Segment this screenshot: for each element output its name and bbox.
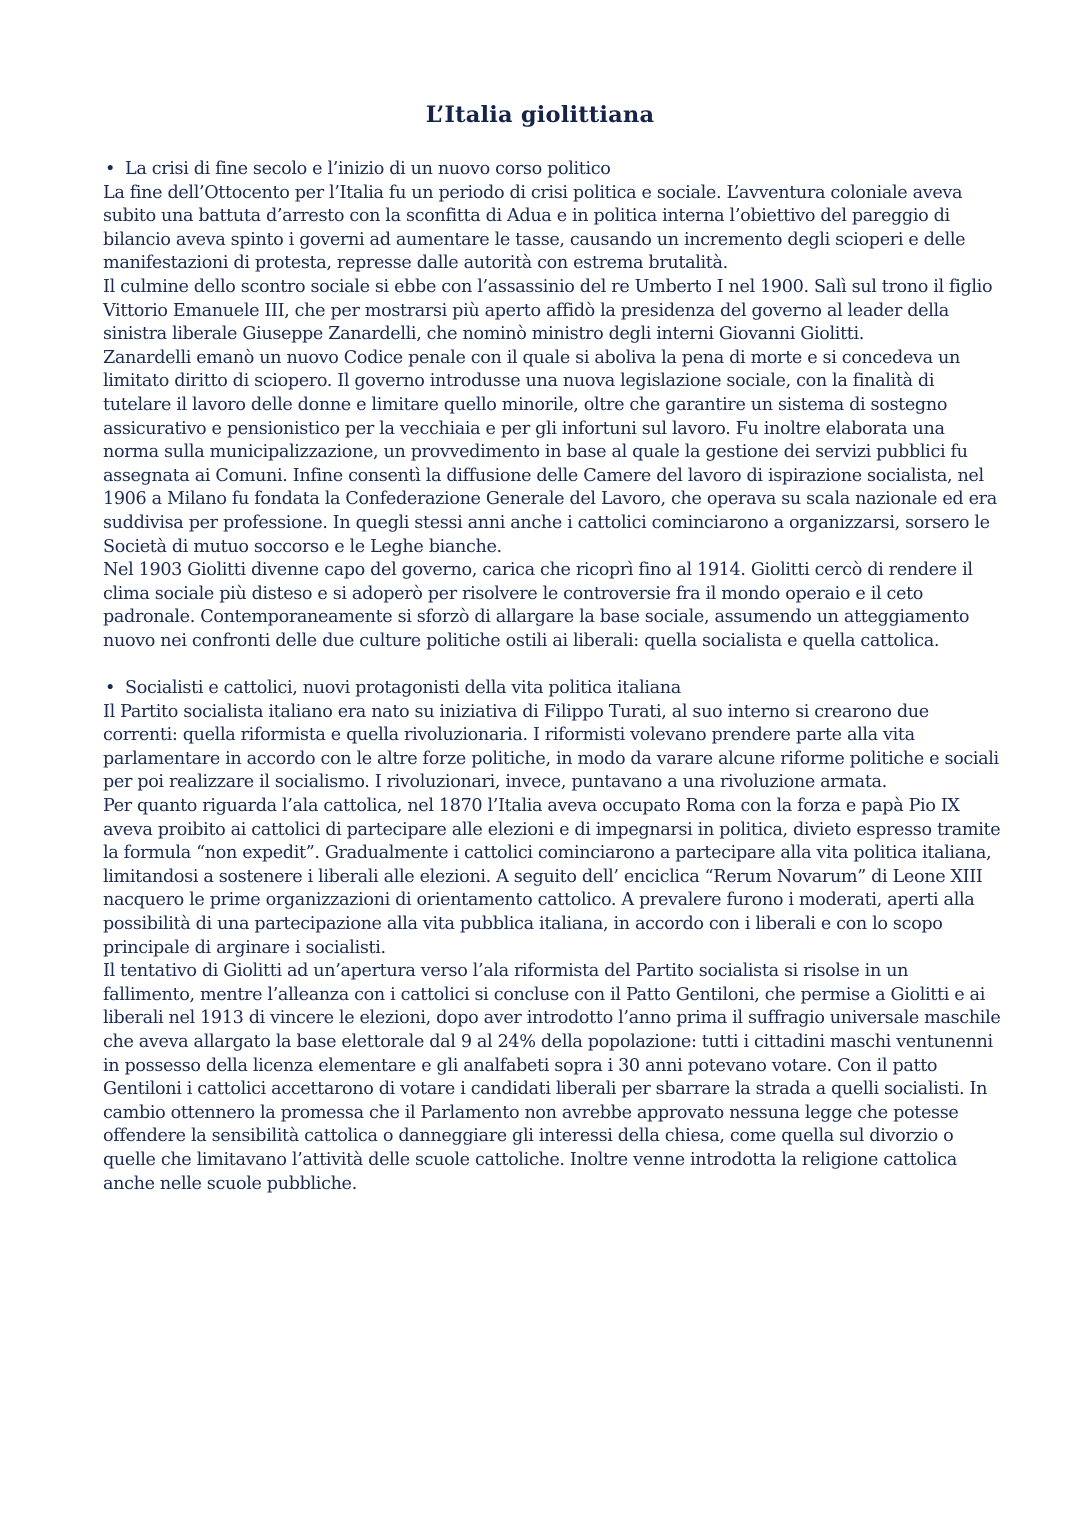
paragraph: Il Partito socialista italiano era nato su iniziativa di Filippo Turati, al suo interno si crearono due correnti: quella riformista e quella rivoluzionaria. I riformisti volevano prendere parte alla vita parlamentare in accordo con le altre forze politiche, in modo da varare alcune riforme politiche e sociali per poi realizzare il socialismo. I rivoluzionari, invece, puntavano a una rivoluzione armata. <box>103 701 999 793</box>
paragraph: Nel 1903 Giolitti divenne capo del governo, carica che ricoprì fino al 1914. Giolitti cercò di rendere il clima sociale più disteso e si adoperò per risolvere le controversie fra il mondo operaio e il ceto padronale. Contemporaneamente si sforzò di allargare la base sociale, assumendo un atteggiamento nuovo nei confronti delle due culture politiche ostili ai liberali: quella socialista e quella cattolica. <box>103 560 973 651</box>
paragraph: Il culmine dello scontro sociale si ebbe con l’assassinio del re Umberto I nel 1900. Salì sul trono il figlio Vittorio Emanuele III, che per mostrarsi più aperto affidò la presidenza del governo al leader della sinistra liberale Giuseppe Zanardelli, che nominò ministro degli interni Giovanni Giolitti. <box>103 276 993 345</box>
bullet-icon: • <box>105 159 116 179</box>
page-title: L’Italia giolittiana <box>425 102 655 128</box>
paragraph: Il tentativo di Giolitti ad un’apertura verso l’ala riformista del Partito socialista si risolse in un fallimento, mentre l’alleanza con i cattolici si concluse con il Patto Gentiloni, che permise a Giolitti e ai liberali nel 1913 di vincere le elezioni, dopo aver introdotto l’anno prima il suffragio universale maschile che aveva allargato la base elettorale dal 9 al 24% della popolazione: tutti i cittadini maschi ventunenni in possesso della licenza elementare e gli analfabeti sopra i 30 anni potevano votare. Con il patto Gentiloni i cattolici accettarono di votare i candidati liberali per sbarrare la strada a quelli socialisti. In cambio ottennero la promessa che il Parlamento non avrebbe approvato nessuna legge che potesse offendere la sensibilità cattolica o danneggiare gli interessi della chiesa, come quella sul divorzio o quelle che limitavano l’attività delle scuole cattoliche. Inoltre venne introdotta la religione cattolica anche nelle scuole pubbliche. <box>103 961 1001 1194</box>
section-heading <box>103 158 1003 182</box>
section-heading <box>103 677 1003 701</box>
paragraph: Zanardelli emanò un nuovo Codice penale con il quale si aboliva la pena di morte e si concedeva un limitato diritto di sciopero. Il governo introdusse una nuova legislazione sociale, con la finalità di tutelare il lavoro delle donne e limitare quello minorile, oltre che garantire un sistema di sostegno assicurativo e pensionistico per la vecchiaia e per gli infortuni sul lavoro. Fu inoltre elaborata una norma sulla municipalizzazione, un provvedimento in base al quale la gestione dei servizi pubblici fu assegnata ai Comuni. Infine consentì la diffusione delle Camere del lavoro di ispirazione socialista, nel 1906 a Milano fu fondata la Confederazione Generale del Lavoro, che operava su scala nazionale ed era suddivisa per professione. In quegli stessi anni anche i cattolici cominciarono a organizzarsi, sorsero le Società di mutuo soccorso e le Leghe bianche. <box>103 347 997 557</box>
section-socialisti-cattolici <box>103 677 1003 1196</box>
bullet-icon: • <box>105 678 116 699</box>
section-heading-text: La crisi di fine secolo e l’inizio di un nuovo corso politico <box>125 159 611 179</box>
section-spacer <box>103 653 1003 677</box>
document-body <box>103 158 1003 1196</box>
paragraph: Per quanto riguarda l’ala cattolica, nel 1870 l’Italia aveva occupato Roma con la forza e papà Pio IX aveva proibito ai cattolici di partecipare alle elezioni e di impegnarsi in politica, divieto espresso tramite la formula “non expedit”. Gradualmente i cattolici cominciarono a partecipare alla vita politica italiana, limitandosi a sostenere i liberali alle elezioni. A seguito dell’ enciclica “Rerum Novarum” di Leone XIII nacquero le prime organizzazioni di orientamento cattolico. A prevalere furono i moderati, aperti alla possibilità di una partecipazione alla vita pubblica italiana, in accordo con i liberali e con lo scopo principale di arginare i socialisti. <box>103 796 1001 958</box>
section-crisi <box>103 158 1003 653</box>
paragraph: La fine dell’Ottocento per l’Italia fu un periodo di crisi politica e sociale. L’avventura coloniale aveva subito una battuta d’arresto con la sconfitta di Adua e in politica interna l’obiettivo del pareggio di bilancio aveva spinto i governi ad aumentare le tasse, causando un incremento degli scioperi e delle manifestazioni di protesta, represse dalle autorità con estrema brutalità. <box>103 182 966 274</box>
section-heading-text: Socialisti e cattolici, nuovi protagonisti della vita politica italiana <box>125 678 681 699</box>
